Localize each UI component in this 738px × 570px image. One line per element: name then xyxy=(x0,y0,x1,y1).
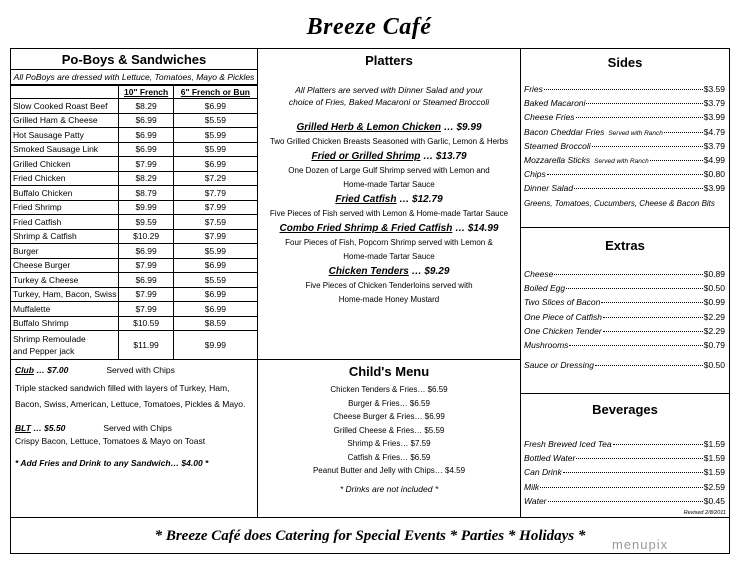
poboy-row xyxy=(11,157,257,172)
side-price: $0.80 xyxy=(703,169,725,180)
poboy-price-10: $9.99 xyxy=(119,200,173,215)
side-price: $4.79 xyxy=(703,126,725,137)
poboy-price-6: $5.99 xyxy=(173,142,257,157)
beverage-name: Fresh Brewed Iced Tea xyxy=(524,439,612,449)
poboy-row xyxy=(11,200,257,215)
dot-leader xyxy=(574,188,703,189)
poboy-name xyxy=(11,273,119,288)
poboy-price-6: $7.29 xyxy=(173,171,257,186)
extra-price: $0.79 xyxy=(703,339,725,350)
child-item: Catfish & Fries… $6.59 xyxy=(347,452,431,462)
poboy-price-10: $6.99 xyxy=(119,273,173,288)
platters-list xyxy=(258,122,520,306)
poboy-price-6: $7.99 xyxy=(173,229,257,244)
poboy-price-6: $8.59 xyxy=(173,316,257,331)
extra-name: Cheese xyxy=(524,269,554,279)
poboy-price-6: $5.59 xyxy=(173,273,257,288)
platter-desc: Home-made Tartar Sauce xyxy=(343,180,435,189)
poboy-row xyxy=(11,215,257,230)
side-name: Cheese Fries xyxy=(524,112,575,123)
poboy-price-10: $9.59 xyxy=(119,215,173,230)
platter-desc: One Dozen of Large Gulf Shrimp served with Lemon and xyxy=(288,166,490,175)
platter-item xyxy=(258,266,520,306)
platter-item xyxy=(258,194,520,220)
revised-date: Revised 2/8/2011 xyxy=(683,510,726,516)
poboy-price-10: $8.29 xyxy=(119,171,173,186)
menu-frame xyxy=(10,48,730,518)
poboy-row xyxy=(11,171,257,186)
poboy-name xyxy=(11,113,119,128)
beverage-price: $1.59 xyxy=(703,439,725,449)
poboy-row xyxy=(11,229,257,244)
club-served: Served with Chips xyxy=(106,365,175,375)
poboy-row xyxy=(11,258,257,273)
beverage-row xyxy=(524,467,725,481)
poboy-row xyxy=(11,316,257,331)
poboy-name-text: Burger xyxy=(13,245,39,256)
extra-name: Two Slices of Bacon xyxy=(524,297,601,308)
extras-list xyxy=(521,255,729,374)
poboy-name-text: Hot Sausage Patty xyxy=(13,129,84,140)
beverage-name: Can Drink xyxy=(524,467,562,478)
menupix-watermark: menupix xyxy=(612,537,669,552)
extra-row xyxy=(524,326,725,340)
club-price: … $7.00 xyxy=(33,365,69,375)
poboy-name xyxy=(11,200,119,215)
right-column xyxy=(521,49,729,517)
sides-list xyxy=(521,72,729,198)
platter-item xyxy=(258,223,520,263)
side-row xyxy=(524,169,725,183)
dot-leader xyxy=(650,160,703,161)
poboy-name-text: Fried Chicken xyxy=(13,173,66,184)
poboy-row xyxy=(11,142,257,157)
poboy-name-text: Muffalette xyxy=(13,303,51,314)
platter-price: … $9.29 xyxy=(408,266,450,277)
poboy-price-10: $6.99 xyxy=(119,142,173,157)
side-price: $3.79 xyxy=(703,140,725,151)
side-row xyxy=(524,84,725,98)
poboy-name-text: Buffalo Shrimp xyxy=(13,318,69,329)
poboys-heading: Po-Boys & Sandwiches xyxy=(11,49,257,70)
extra-name: Boiled Egg xyxy=(524,283,566,294)
poboy-row xyxy=(11,273,257,288)
dot-leader xyxy=(554,274,702,275)
platter-title xyxy=(258,151,520,163)
extra-name: One Chicken Tender xyxy=(524,325,602,336)
blt-label: BLT xyxy=(15,423,31,433)
child-menu xyxy=(258,359,520,517)
child-item: Grilled Cheese & Fries… $5.59 xyxy=(333,425,445,435)
extra-price: $2.29 xyxy=(703,311,725,322)
side-note: Served with Ranch xyxy=(608,129,663,137)
platter-desc: Five Pieces of Chicken Tenderloins served with xyxy=(305,281,473,290)
poboy-price-6: $9.99 xyxy=(173,331,257,360)
child-item: Burger & Fries… $6.59 xyxy=(348,398,430,408)
dot-leader xyxy=(664,132,703,133)
sides-heading: Sides xyxy=(607,55,643,70)
addon-note: * Add Fries and Drink to any Sandwich… $4.00 * xyxy=(15,458,209,468)
poboy-price-6: $5.59 xyxy=(173,113,257,128)
poboy-name-text: Buffalo Chicken xyxy=(13,187,73,198)
extra-price: $0.50 xyxy=(703,360,725,371)
platter-title xyxy=(258,266,520,278)
extra-row xyxy=(524,269,725,283)
blt-line xyxy=(15,422,253,435)
child-list xyxy=(258,381,520,478)
child-heading: Child's Menu xyxy=(348,364,430,379)
dot-leader xyxy=(544,89,703,90)
poboy-price-10: $11.99 xyxy=(119,331,173,360)
poboy-name-text: Slow Cooked Roast Beef xyxy=(13,100,108,111)
poboy-price-6: $6.99 xyxy=(173,99,257,114)
poboy-price-6: $7.99 xyxy=(173,200,257,215)
beverages-list xyxy=(521,419,729,510)
dot-leader xyxy=(592,146,703,147)
dot-leader xyxy=(547,174,703,175)
platter-price: … $12.79 xyxy=(396,194,443,205)
platter-title xyxy=(258,122,520,134)
poboy-name-text: Cheese Burger xyxy=(13,260,71,271)
poboy-name xyxy=(11,244,119,259)
poboy-price-6: $5.99 xyxy=(173,128,257,143)
platter-name: Chicken Tenders xyxy=(328,266,409,277)
poboys-note: All PoBoys are dressed with Lettuce, Tomatoes, Mayo & Pickles xyxy=(11,70,257,85)
beverage-row xyxy=(524,453,725,467)
poboy-name xyxy=(11,186,119,201)
extra-price: $2.29 xyxy=(703,325,725,336)
child-item: Chicken Tenders & Fries… $6.59 xyxy=(330,385,448,394)
poboy-name-text-2: and Pepper jack xyxy=(13,346,75,356)
platter-title xyxy=(258,194,520,206)
poboy-row xyxy=(11,99,257,114)
dot-leader xyxy=(601,302,702,303)
catering-footer: * Breeze Café does Catering for Special Events * Parties * Holidays * xyxy=(10,518,730,554)
poboy-row xyxy=(11,128,257,143)
platter-item xyxy=(258,122,520,148)
child-item: Peanut Butter and Jelly with Chips… $4.59 xyxy=(312,466,466,475)
side-name: Mozzarella Sticks xyxy=(524,154,591,165)
platters-note: All Platters are served with Dinner Salad and your choice of Fries, Baked Macaroni or Steamed Broccoli xyxy=(288,85,490,107)
poboy-name xyxy=(11,316,119,331)
platter-item xyxy=(258,151,520,191)
blt-price: … $5.50 xyxy=(30,423,66,433)
poboy-price-10: $10.29 xyxy=(119,229,173,244)
dot-leader xyxy=(586,103,702,104)
poboy-name xyxy=(11,157,119,172)
beverages-heading: Beverages xyxy=(592,402,658,417)
poboy-name-text: Grilled Ham & Cheese xyxy=(13,115,98,126)
side-price: $3.99 xyxy=(703,183,725,194)
beverage-price: $2.59 xyxy=(703,481,725,492)
sides-greens: Greens, Tomatoes, Cucumbers, Cheese & Bacon Bits xyxy=(524,198,715,208)
beverage-row xyxy=(524,439,725,453)
col-10-french: 10" French xyxy=(119,86,173,99)
poboy-name-text: Fried Catfish xyxy=(13,216,62,227)
poboy-price-10: $7.99 xyxy=(119,287,173,302)
platter-price: … $9.99 xyxy=(440,122,482,133)
poboy-name-text: Turkey, Ham, Bacon, Swiss xyxy=(13,289,117,300)
extras-heading: Extras xyxy=(605,238,645,253)
extra-name: Mushrooms xyxy=(524,339,569,350)
poboy-name-text: Shrimp & Catfish xyxy=(13,231,77,242)
side-row xyxy=(524,98,725,112)
platter-desc: Home-made Tartar Sauce xyxy=(343,252,435,261)
child-item: Cheese Burger & Fries… $6.99 xyxy=(333,412,445,421)
child-item: Shrimp & Fries… $7.59 xyxy=(347,439,431,448)
poboy-name xyxy=(11,331,119,360)
side-note: Served with Ranch xyxy=(594,157,649,165)
poboy-row xyxy=(11,244,257,259)
extras-block xyxy=(521,227,729,393)
beverage-price: $0.45 xyxy=(703,495,725,506)
side-name: Bacon Cheddar Fries xyxy=(524,126,605,137)
poboy-name-text: Grilled Chicken xyxy=(13,158,71,169)
platter-desc: Two Grilled Chicken Breasts Seasoned with Garlic, Lemon & Herbs xyxy=(269,137,509,146)
restaurant-title: Breeze Café xyxy=(306,14,432,40)
poboy-price-10: $7.99 xyxy=(119,258,173,273)
beverage-row xyxy=(524,482,725,496)
sandwich-extras xyxy=(11,360,257,470)
poboy-name-text: Fried Shrimp xyxy=(13,202,62,213)
dot-leader xyxy=(566,288,703,289)
beverage-row xyxy=(524,496,725,510)
poboy-price-6: $7.79 xyxy=(173,186,257,201)
club-line xyxy=(15,364,253,377)
blt-served: Served with Chips xyxy=(103,423,172,433)
platter-name: Grilled Herb & Lemon Chicken xyxy=(296,122,441,133)
dot-leader xyxy=(603,331,703,332)
beverages-block xyxy=(521,393,729,517)
blt-desc: Crispy Bacon, Lettuce, Tomatoes & Mayo on Toast xyxy=(15,436,206,446)
side-name: Dinner Salad xyxy=(524,183,574,194)
poboy-price-10: $7.99 xyxy=(119,157,173,172)
side-row xyxy=(524,183,725,197)
platters-column xyxy=(258,49,521,517)
extra-row xyxy=(524,283,725,297)
platter-price: … $13.79 xyxy=(420,151,467,162)
beverage-price: $1.59 xyxy=(703,467,725,478)
poboy-price-10: $10.59 xyxy=(119,316,173,331)
poboy-price-10: $6.99 xyxy=(119,128,173,143)
poboy-row xyxy=(11,186,257,201)
side-row xyxy=(524,112,725,126)
poboy-price-6: $5.99 xyxy=(173,244,257,259)
side-price: $3.79 xyxy=(703,98,725,109)
poboy-row xyxy=(11,331,257,360)
dot-leader xyxy=(613,444,703,445)
poboy-name xyxy=(11,258,119,273)
platter-price: … $14.99 xyxy=(452,223,499,234)
poboy-price-10: $7.99 xyxy=(119,302,173,317)
dot-leader xyxy=(548,501,703,502)
poboys-table xyxy=(11,85,257,360)
side-name: Fries xyxy=(524,84,543,94)
side-row xyxy=(524,155,725,169)
poboy-price-6: $7.59 xyxy=(173,215,257,230)
extra-price: $0.89 xyxy=(703,269,725,279)
poboys-header-row xyxy=(11,86,257,99)
extra-price: $0.50 xyxy=(703,283,725,294)
club-label: Club xyxy=(15,365,34,375)
side-price: $3.59 xyxy=(703,84,725,94)
side-price: $3.99 xyxy=(703,112,725,123)
extra-row xyxy=(524,297,725,311)
platter-title xyxy=(258,223,520,235)
platters-heading: Platters xyxy=(365,53,413,68)
poboy-name-text: Shrimp Remoulade xyxy=(13,334,86,344)
extra-name: Sauce or Dressing xyxy=(524,360,594,371)
poboy-row xyxy=(11,113,257,128)
platter-desc: Four Pieces of Fish, Popcorn Shrimp served with Lemon & xyxy=(285,238,493,247)
extra-price: $0.99 xyxy=(703,297,725,308)
side-name: Steamed Broccoli xyxy=(524,140,591,151)
platter-desc: Five Pieces of Fish served with Lemon & Home-made Tartar Sauce xyxy=(269,209,509,218)
poboy-name-text: Smoked Sausage Link xyxy=(13,144,99,155)
poboy-name-text: Turkey & Cheese xyxy=(13,274,79,285)
platter-name: Combo Fried Shrimp & Fried Catfish xyxy=(279,223,453,234)
poboy-name xyxy=(11,287,119,302)
platter-name: Fried or Grilled Shrimp xyxy=(311,151,421,162)
drinks-note: * Drinks are not included * xyxy=(339,483,439,494)
poboy-name xyxy=(11,229,119,244)
side-name: Chips xyxy=(524,169,546,180)
poboy-price-6: $6.99 xyxy=(173,258,257,273)
poboy-name xyxy=(11,302,119,317)
poboy-price-10: $8.79 xyxy=(119,186,173,201)
dot-leader xyxy=(595,365,703,366)
extra-row xyxy=(524,340,725,354)
poboy-price-6: $6.99 xyxy=(173,302,257,317)
poboy-price-10: $8.29 xyxy=(119,99,173,114)
poboy-name xyxy=(11,215,119,230)
beverage-name: Water xyxy=(524,495,547,506)
beverage-name: Bottled Water xyxy=(524,453,576,464)
poboy-name xyxy=(11,171,119,186)
poboy-name xyxy=(11,99,119,114)
extra-row xyxy=(524,360,725,374)
dot-leader xyxy=(576,117,703,118)
extra-row xyxy=(524,312,725,326)
dot-leader xyxy=(540,487,703,488)
extra-name: One Piece of Catfish xyxy=(524,311,602,322)
poboy-row xyxy=(11,287,257,302)
club-desc: Triple stacked sandwich filled with layers of Turkey, Ham, Bacon, Swiss, American, Lettuce, Tomatoes, Pickles & Mayo. xyxy=(15,383,246,409)
side-row xyxy=(524,141,725,155)
platter-desc: Home-made Honey Mustard xyxy=(338,295,440,304)
poboy-name xyxy=(11,128,119,143)
poboy-name xyxy=(11,142,119,157)
poboy-price-10: $6.99 xyxy=(119,244,173,259)
poboy-row xyxy=(11,302,257,317)
col-6-french: 6" French or Bun xyxy=(173,86,257,99)
beverage-price: $1.59 xyxy=(703,453,725,464)
dot-leader xyxy=(603,317,703,318)
poboy-price-6: $6.99 xyxy=(173,157,257,172)
dot-leader xyxy=(563,472,703,473)
side-name: Baked Macaroni xyxy=(524,98,586,109)
poboy-price-10: $6.99 xyxy=(119,113,173,128)
side-price: $4.99 xyxy=(703,154,725,165)
sides-block xyxy=(521,49,729,227)
platter-name: Fried Catfish xyxy=(335,194,397,205)
dot-leader xyxy=(569,345,702,346)
poboy-price-6: $6.99 xyxy=(173,287,257,302)
dot-leader xyxy=(576,458,702,459)
beverage-name: Milk xyxy=(524,481,540,492)
side-row xyxy=(524,127,725,141)
poboys-column xyxy=(11,49,258,517)
